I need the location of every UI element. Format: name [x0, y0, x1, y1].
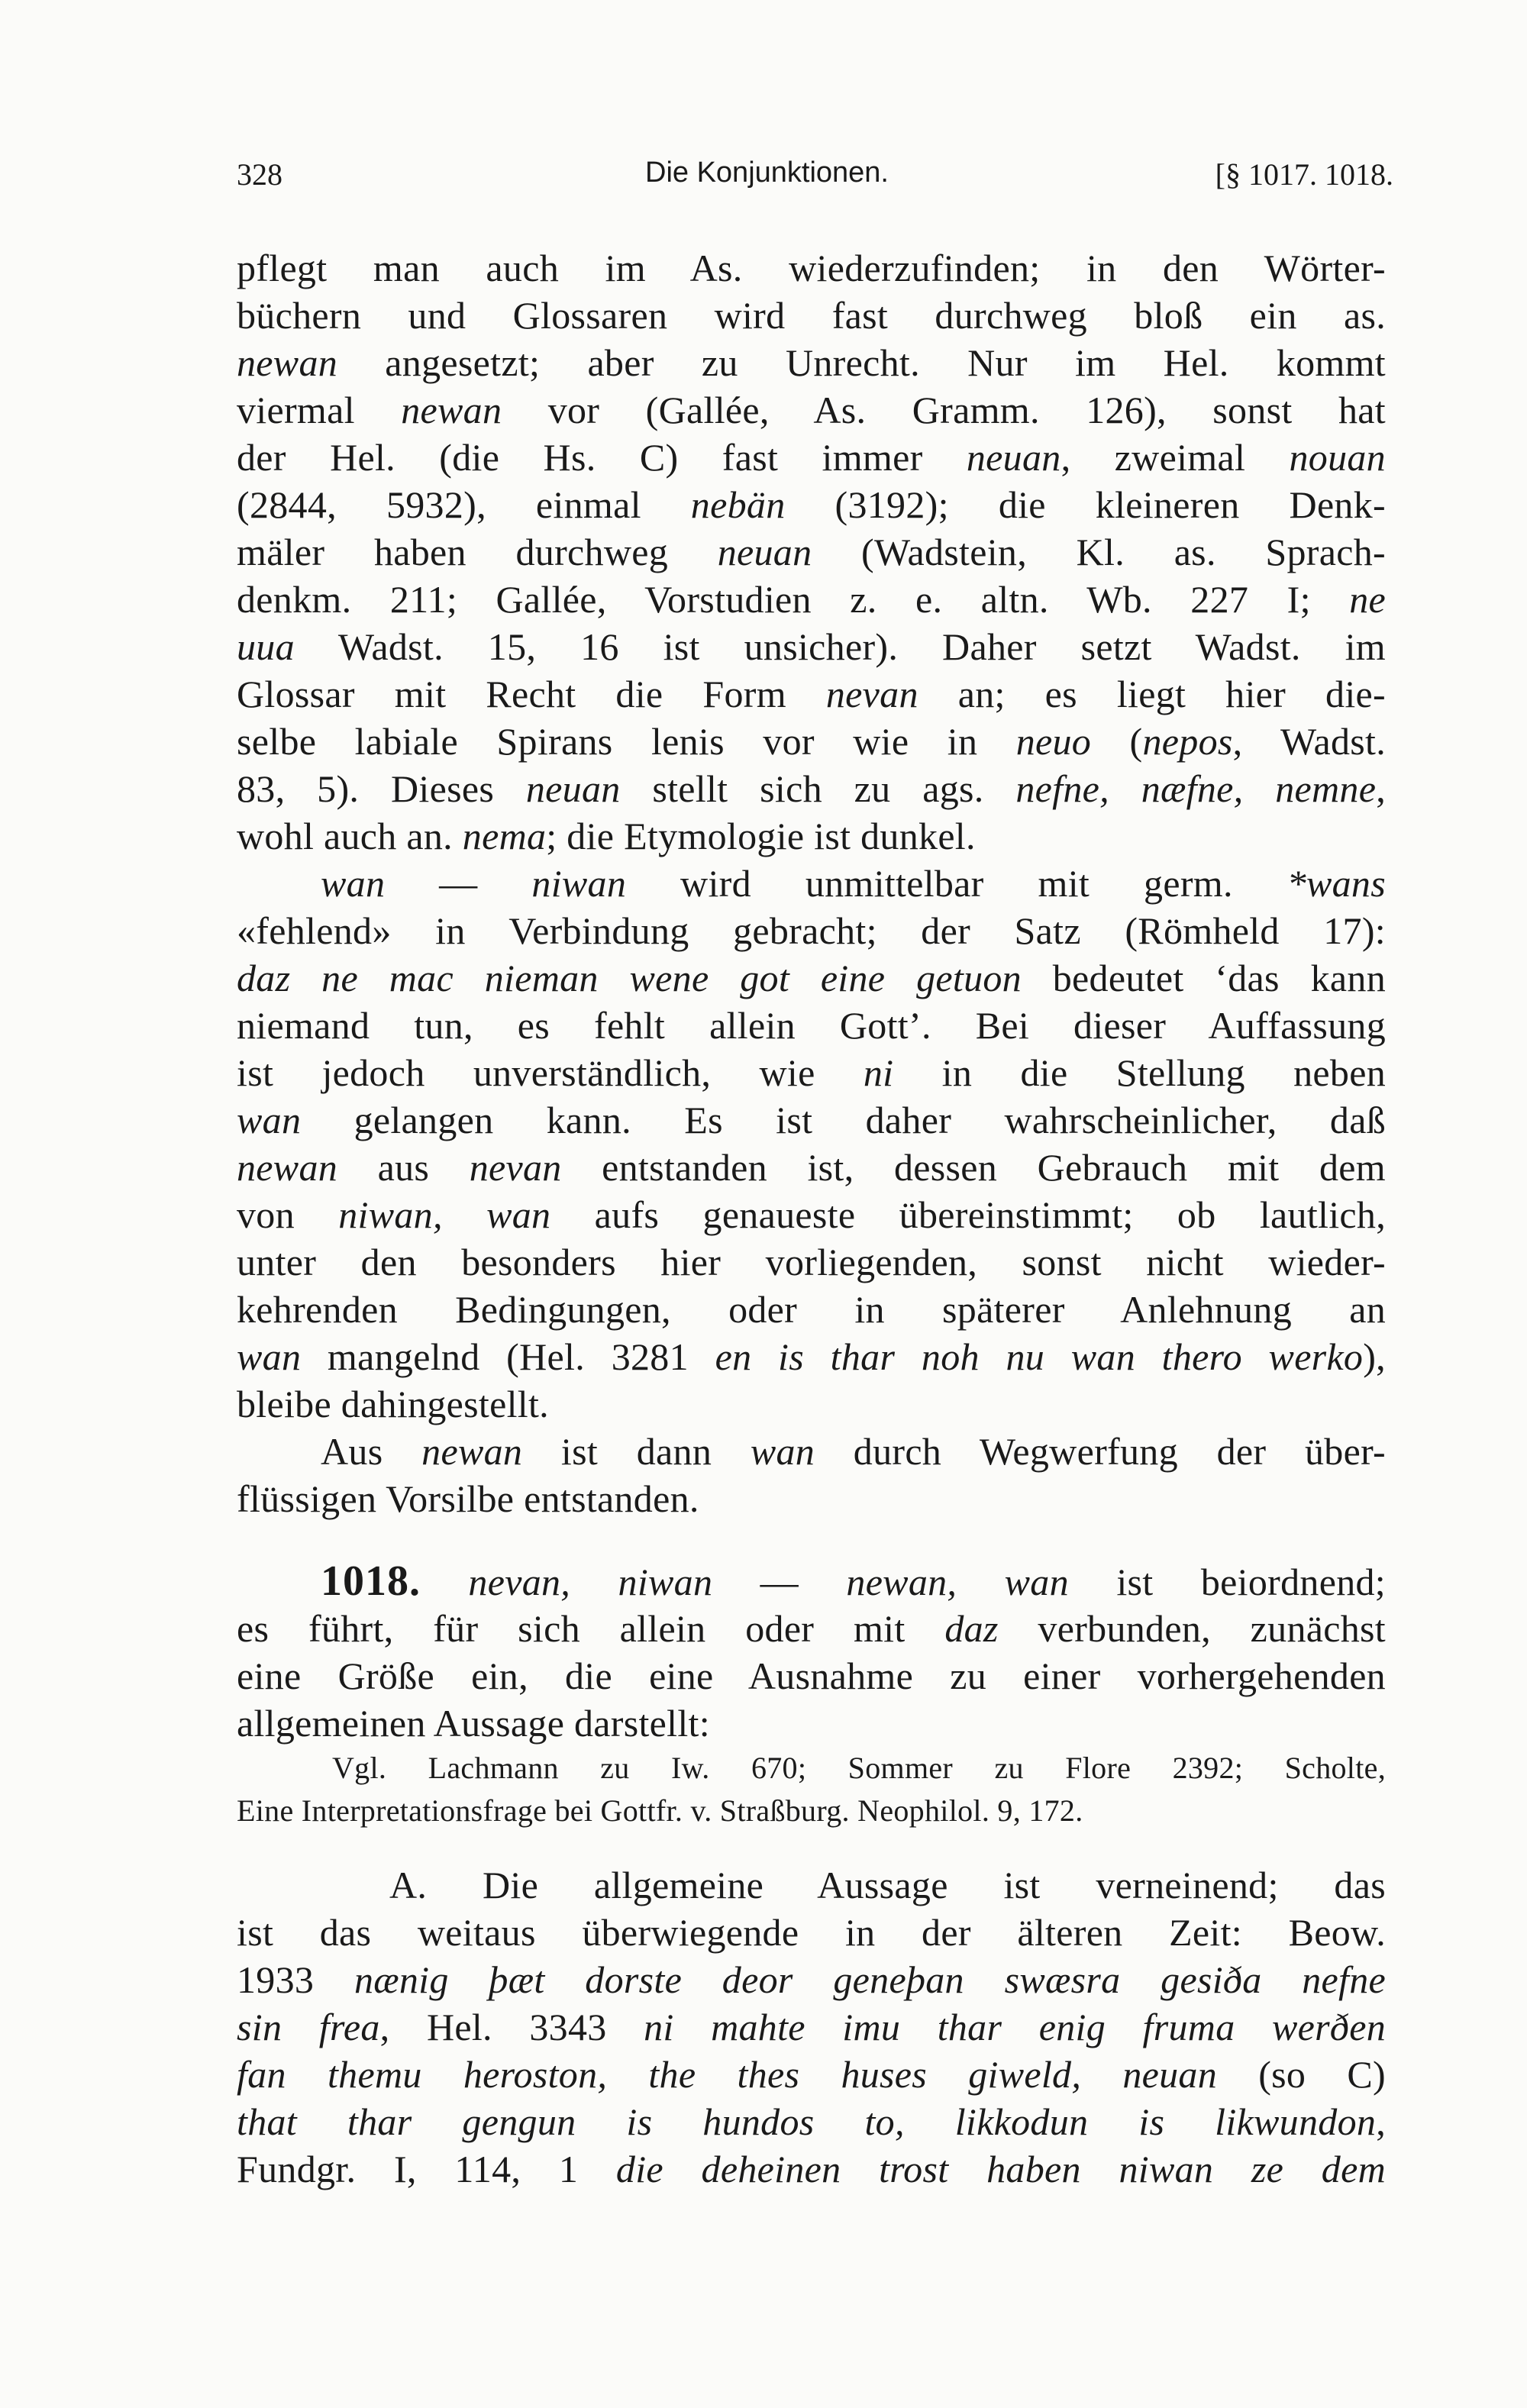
text-line: newan aus nevan entstanden ist, dessen Gebrauch mit dem [237, 1146, 1386, 1189]
reference-line: Eine Interpretationsfrage bei Gottfr. v. Straßburg. Neophilol. 9, 172. [237, 1793, 1083, 1828]
running-header [237, 157, 1393, 202]
text-line: wan — niwan wird unmittelbar mit germ. *wans [321, 862, 1386, 905]
text-line: selbe labiale Spirans lenis vor wie in neuo (nepos, Wadst. [237, 720, 1386, 763]
text-line: uua Wadst. 15, 16 ist unsicher). Daher setzt Wadst. im [237, 625, 1386, 668]
text-line: «fehlend» in Verbindung gebracht; der Satz (Römheld 17): [237, 909, 1386, 952]
body-text [237, 244, 1386, 2193]
text-line: unter den besonders hier vorliegenden, sonst nicht wieder- [237, 1241, 1386, 1283]
text-line: A. Die allgemeine Aussage ist verneinend; das [389, 1864, 1386, 1906]
text-line: eine Größe ein, die eine Ausnahme zu einer vorhergehenden [237, 1654, 1386, 1697]
text-line: mäler haben durchweg neuan (Wadstein, Kl. as. Sprach- [237, 531, 1386, 573]
text-line: Aus newan ist dann wan durch Wegwerfung der über- [321, 1430, 1386, 1473]
text-line: pflegt man auch im As. wiederzufinden; in den Wörter- [237, 247, 1386, 289]
text-line: wohl auch an. nema; die Etymologie ist dunkel. [237, 815, 976, 857]
text-line: von niwan, wan aufs genaueste übereinstimmt; ob lautlich, [237, 1193, 1386, 1236]
text-line: denkm. 211; Gallée, Vorstudien z. e. altn. Wb. 227 I; ne [237, 578, 1386, 621]
text-line: Fundgr. I, 114, 1 die deheinen trost haben niwan ze dem [237, 2148, 1386, 2190]
text-line: niemand tun, es fehlt allein Gott’. Bei dieser Auffassung [237, 1004, 1386, 1047]
text-line: 83, 5). Dieses neuan stellt sich zu ags. nefne, næfne, nemne, [237, 767, 1387, 810]
text-line: der Hel. (die Hs. C) fast immer neuan, zweimal nouan [237, 436, 1386, 479]
text-line: 1933 nænig þæt dorste deor geneþan swæsra gesiða nefne [237, 1958, 1387, 2001]
text-line: allgemeinen Aussage darstellt: [237, 1702, 710, 1745]
text-line: wan gelangen kann. Es ist daher wahrscheinlicher, daß [237, 1099, 1386, 1141]
section-start-line: 1018. nevan, niwan — newan, wan ist beiordnend; [321, 1557, 1386, 1605]
text-line: bleibe dahingestellt. [237, 1383, 549, 1425]
text-line: sin frea, Hel. 3343 ni mahte imu thar enig fruma werðen [237, 2006, 1387, 2048]
text-line: flüssigen Vorsilbe entstanden. [237, 1477, 699, 1520]
section-reference: [§ 1017. 1018. [1215, 157, 1393, 192]
text-line: kehrenden Bedingungen, oder in späterer Anlehnung an [237, 1288, 1386, 1331]
page-number: 328 [237, 157, 282, 192]
text-line: fan themu heroston, the thes huses giweld, neuan (so C) [237, 2053, 1386, 2096]
section-number: 1018. [321, 1557, 421, 1605]
text-line: ist jedoch unverständlich, wie ni in die Stellung neben [237, 1051, 1387, 1094]
text-line: ist das weitaus überwiegende in der älteren Zeit: Beow. [237, 1911, 1386, 1954]
reference-line: Vgl. Lachmann zu Iw. 670; Sommer zu Flore 2392; Scholte, [332, 1751, 1386, 1785]
text-line: viermal newan vor (Gallée, As. Gramm. 126), sonst hat [237, 389, 1386, 431]
text-line: büchern und Glossaren wird fast durchweg bloß ein as. [237, 294, 1386, 337]
text-line: (2844, 5932), einmal nebän (3192); die kleineren Denk- [237, 483, 1386, 526]
text-line: that thar gengun is hundos to, likkodun is likwundon, [237, 2100, 1386, 2143]
text-line: newan angesetzt; aber zu Unrecht. Nur im Hel. kommt [237, 341, 1386, 384]
text-line: Glossar mit Recht die Form nevan an; es liegt hier die- [237, 673, 1386, 715]
text-line: wan mangelnd (Hel. 3281 en is thar noh nu wan thero werko), [237, 1335, 1386, 1378]
running-title: Die Konjunktionen. [645, 157, 889, 189]
text-line: es führt, für sich allein oder mit daz verbunden, zunächst [237, 1607, 1387, 1650]
text-line: daz ne mac nieman wene got eine getuon bedeutet ‘das kann [237, 957, 1386, 999]
